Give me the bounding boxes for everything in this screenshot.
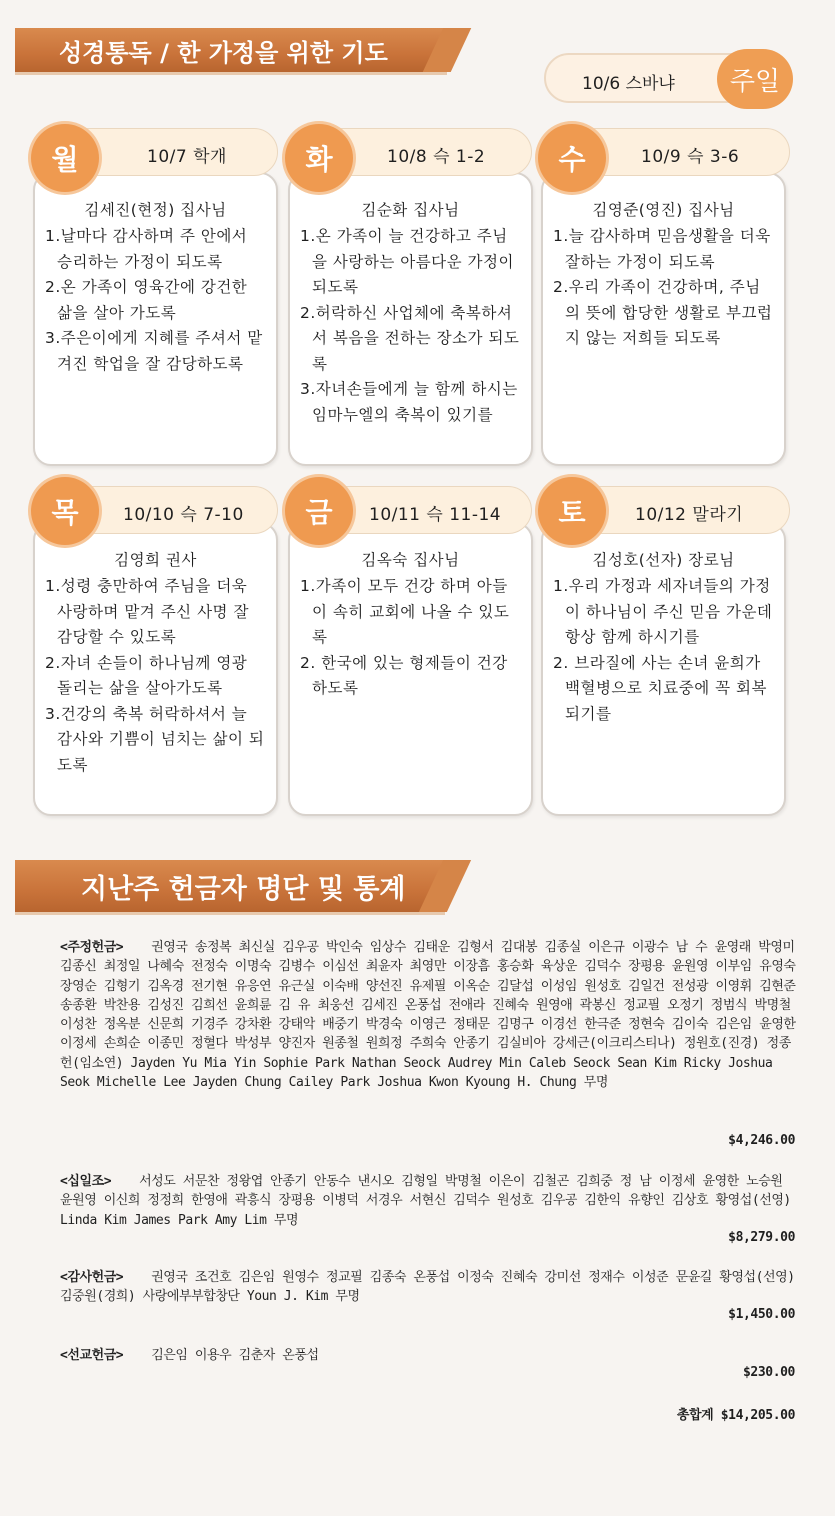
section-title: 성경통독 / 한 가정을 위한 기도 bbox=[59, 38, 388, 67]
prayer-item: 1.성령 충만하여 주님을 더욱 사랑하며 맡겨 주신 사명 잘 감당할 수 있도록 bbox=[45, 577, 249, 646]
day-circle-thursday: 목 bbox=[31, 477, 99, 545]
day-circle-tuesday: 화 bbox=[285, 124, 353, 192]
prayer-card-thursday bbox=[33, 522, 278, 816]
offering-names: 권영국 송정복 최신실 김우공 박인숙 임상수 김태운 김형서 김대봉 김종실 이은규 이광수 남 수 윤영래 박영미 김종신 최정일 나혜숙 전정숙 이명숙 김병수 이심선 최윤자 최영만 이장흠 홍승화 육상운 김덕수 장평용 윤원영 이부임 유영숙 장영순 김형기 김옥경 전기현 유응연 유근실 이숙배 양선진 유제필 이옥순 김달섭 이성임 원성호 김일건 전성광 이영휘 김현준 송종환 박찬용 김성진 김희선 윤희륜 김 유 최웅선 김세진 온풍섭 전애라 진혜숙 원영애 곽봉신 정교필 오정기 정범식 박명철 이성찬 정옥분 신문희 기경주 강차환 강태악 배중기 박경숙 이영근 정태문 김명구 이경선 한극준 정현숙 김이숙 김은임 윤영한 이정세 손희순 이종민 정혈다 박성부 양진자 원종철 원희정 주희숙 안종기 김실비아 강세근(이크리스티나) 정원호(진경) 정종헌(임소연) Jayden Yu Mia Yin Sophie Park Nathan Seock Audrey Min Caleb Seock Sean Kim Ricky Joshua Seok Michelle Lee Jayden Chung Cailey Park Joshua Kwon Kyoung H. Chung 무명 bbox=[60, 940, 796, 1091]
prayer-name: 김옥숙 집사님 bbox=[361, 551, 460, 569]
day-circle-wednesday: 수 bbox=[538, 124, 606, 192]
prayer-item: 1.늘 감사하며 믿음생활을 더욱 잘하는 가정이 되도록 bbox=[553, 227, 771, 271]
offering-names: 김은임 이용우 김춘자 온풍섭 bbox=[151, 1348, 319, 1363]
offering-group-thanks bbox=[60, 1268, 796, 1307]
day-reading: 10/12 말라기 bbox=[635, 505, 744, 525]
prayer-item: 3.건강의 축복 허락하셔서 늘 감사와 기쁨이 넘치는 삶이 되도록 bbox=[45, 704, 265, 774]
offering-amount: $4,246.00 bbox=[728, 1133, 795, 1148]
prayer-item: 3.주은이에게 지혜를 주셔서 맡겨진 학업을 잘 감당하도록 bbox=[45, 329, 263, 373]
day-circle-friday: 금 bbox=[285, 477, 353, 545]
offering-category: <주정헌금> bbox=[60, 940, 124, 955]
day-reading: 10/11 슥 11-14 bbox=[369, 505, 502, 525]
offering-amount: $8,279.00 bbox=[728, 1230, 795, 1245]
prayer-list bbox=[35, 220, 276, 377]
day-reading: 10/9 슥 3-6 bbox=[641, 147, 740, 167]
offering-amount: $1,450.00 bbox=[728, 1307, 795, 1322]
prayer-item: 1.온 가족이 늘 건강하고 주님을 사랑하는 아름다운 가정이 되도록 bbox=[300, 227, 514, 296]
day-reading: 10/8 슥 1-2 bbox=[387, 147, 486, 167]
offering-amount: $230.00 bbox=[743, 1365, 795, 1380]
prayer-item: 2. 한국에 있는 형제들이 건강하도록 bbox=[300, 653, 508, 697]
prayer-item: 2.우리 가족이 건강하며, 주님의 뜻에 합당한 생활로 부끄럽지 않는 저희들 되도록 bbox=[553, 278, 773, 347]
offering-names: 서성도 서문찬 정왕엽 안종기 안동수 낸시오 김형일 박명철 이은이 김철곤 김희중 정 남 이정세 윤영한 노승원 윤원영 이신희 정정희 한영애 곽흥식 장평용 이병덕 서경우 서현신 김덕수 원성호 김우공 김한익 유향인 김상호 황영섭(선영) Linda Kim James Park Amy Lim 무명 bbox=[60, 1174, 791, 1228]
prayer-name: 김세진(현정) 집사님 bbox=[84, 201, 227, 219]
offering-category: <감사헌금> bbox=[60, 1270, 124, 1285]
prayer-item: 3.자녀손들에게 늘 함께 하시는 임마누엘의 축복이 있기를 bbox=[300, 380, 518, 424]
offering-group-weekly bbox=[60, 938, 796, 1092]
prayer-list bbox=[543, 570, 784, 727]
day-circle-saturday: 토 bbox=[538, 477, 606, 545]
sunday-badge: 주일 bbox=[717, 49, 793, 109]
prayer-list bbox=[290, 570, 531, 702]
prayer-list bbox=[290, 220, 531, 428]
sunday-reading bbox=[544, 53, 791, 103]
prayer-name: 김영준(영진) 집사님 bbox=[592, 201, 735, 219]
prayer-item: 2.온 가족이 영육간에 강건한 삶을 살아 가도록 bbox=[45, 278, 248, 322]
prayer-item: 2.자녀 손들이 하나님께 영광 돌리는 삶을 살아가도록 bbox=[45, 653, 248, 697]
prayer-card-monday bbox=[33, 172, 278, 466]
offering-names: 권영국 조건호 김은임 원영수 정교필 김종숙 온풍섭 이정숙 진혜숙 강미선 정재수 이성준 문윤길 황영섭(선영) 김중원(경희) 사랑에부부합창단 Youn J. Kim 무명 bbox=[60, 1270, 795, 1305]
offering-group-tithe bbox=[60, 1172, 796, 1230]
offering-category: <십일조> bbox=[60, 1174, 112, 1189]
offering-group-mission bbox=[60, 1346, 796, 1365]
prayer-name: 김순화 집사님 bbox=[361, 201, 460, 219]
prayer-list bbox=[543, 220, 784, 352]
prayer-card-tuesday bbox=[288, 172, 533, 466]
offering-total: 총합계 $14,205.00 bbox=[676, 1408, 795, 1423]
prayer-item: 1.가족이 모두 건강 하며 아들이 속히 교회에 나올 수 있도록 bbox=[300, 577, 510, 646]
day-reading: 10/10 슥 7-10 bbox=[123, 505, 244, 525]
section-title: 지난주 헌금자 명단 및 통계 bbox=[81, 873, 406, 905]
day-circle-monday: 월 bbox=[31, 124, 99, 192]
offering-category: <선교헌금> bbox=[60, 1348, 124, 1363]
prayer-item: 1.날마다 감사하며 주 안에서 승리하는 가정이 되도록 bbox=[45, 227, 248, 271]
section-banner-prayer bbox=[15, 28, 447, 72]
day-reading: 10/7 학개 bbox=[147, 147, 227, 167]
prayer-card-friday bbox=[288, 522, 533, 816]
prayer-card-saturday bbox=[541, 522, 786, 816]
prayer-card-wednesday bbox=[541, 172, 786, 466]
sunday-date: 10/6 스바냐 bbox=[582, 74, 675, 94]
prayer-item: 2.허락하신 사업체에 축복하셔서 복음을 전하는 장소가 되도록 bbox=[300, 303, 520, 373]
section-banner-offering bbox=[15, 860, 445, 912]
prayer-name: 김성호(선자) 장로님 bbox=[592, 551, 735, 569]
prayer-item: 2. 브라질에 사는 손녀 윤희가 백혈병으로 치료중에 꼭 회복되기를 bbox=[553, 653, 767, 723]
prayer-name: 김영희 권사 bbox=[114, 551, 197, 569]
prayer-item: 1.우리 가정과 세자녀들의 가정이 하나님이 주신 믿음 가운데 항상 함께 하시기를 bbox=[553, 577, 773, 646]
prayer-list bbox=[35, 570, 276, 778]
